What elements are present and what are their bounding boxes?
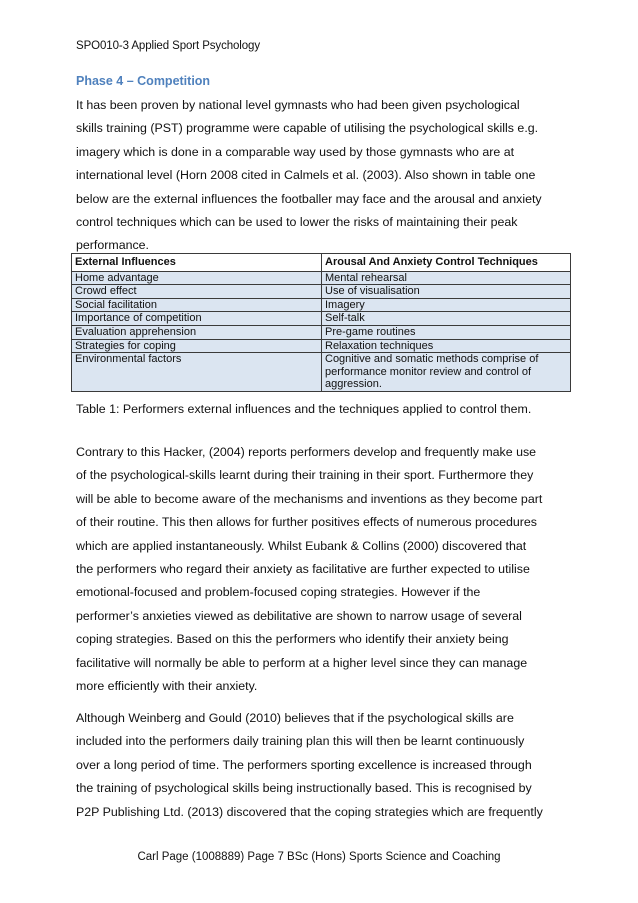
paragraph-line: will be able to become aware of the mechanisms and inventions as they become part [76,491,543,506]
table-cell: Relaxation techniques [322,339,571,353]
table-cell: Environmental factors [72,353,322,392]
table-cell: Use of visualisation [322,285,571,299]
table-cell: Cognitive and somatic methods comprise of performance monitor review and control of aggression. [322,353,571,392]
paragraph-line: below are the external influences the footballer may face and the arousal and anxiety [76,191,542,206]
paragraph-line: international level (Horn 2008 cited in Calmels et al. (2003). Also shown in table one [76,168,536,183]
table-cell: Social facilitation [72,298,322,312]
table-cell: Mental rehearsal [322,271,571,285]
paragraph-line: the performers who regard their anxiety as facilitative are further expected to utilise [76,562,530,577]
paragraph-line: facilitative will normally be able to perform at a higher level since they can manage [76,655,528,670]
paragraph-line: more efficiently with their anxiety. [76,679,258,694]
page-footer: Carl Page (1008889) Page 7 BSc (Hons) Sports Science and Coaching [137,851,501,863]
column-header-influences: External Influences [72,254,322,272]
table-row [72,325,571,339]
table-cell: Pre-game routines [322,325,571,339]
paragraph-line: emotional-focused and problem-focused coping strategies. However if the [76,585,481,600]
paragraph-line: It has been proven by national level gymnasts who had been given psychological [76,98,520,112]
section-title: Phase 4 – Competition [76,74,211,88]
paragraph-line: the training of psychological skills being instructionally based. This is recognised by [76,781,532,796]
paragraph-line: skills training (PST) programme were capable of utilising the psychological skills e.g. [76,121,539,136]
table-caption: Table 1: Performers external influences and the techniques applied to control them. [76,402,532,416]
influences-table [71,253,571,392]
table-cell: Self-talk [322,312,571,326]
table-cell: Imagery [322,298,571,312]
table-cell: Evaluation apprehension [72,325,322,339]
paragraph-line: over a long period of time. The performers sporting excellence is increased through [76,757,532,772]
table-cell: Importance of competition [72,312,322,326]
table-row [72,312,571,326]
paragraph-line: performance. [76,238,150,253]
table-row [72,271,571,285]
table-cell: Home advantage [72,271,322,285]
paragraph-line: control techniques which can be used to lower the risks of maintaining their peak [76,215,518,230]
paragraph-3 [76,707,576,824]
paragraph-1 [76,94,576,258]
paragraph-line: of their routine. This then allows for further positives effects of numerous procedures [76,515,537,530]
page-header: SPO010-3 Applied Sport Psychology [76,40,261,52]
table-row [72,298,571,312]
table-cell: Strategies for coping [72,339,322,353]
table-header-row [72,254,571,272]
paragraph-line: performer’s anxieties viewed as debilitative are shown to narrow usage of several [76,608,522,623]
paragraph-line: Contrary to this Hacker, (2004) reports performers develop and frequently make use [76,445,537,459]
column-header-techniques: Arousal And Anxiety Control Techniques [322,254,571,272]
table-row [72,339,571,353]
table-row [72,353,571,392]
paragraph-2 [76,441,576,698]
table-row [72,285,571,299]
table-cell: Crowd effect [72,285,322,299]
paragraph-line: imagery which is done in a comparable way used by those gymnasts who are at [76,144,515,159]
paragraph-line: P2P Publishing Ltd. (2013) discovered that the coping strategies which are frequently [76,804,543,819]
paragraph-line: coping strategies. Based on this the performers who identify their anxiety being [76,632,509,647]
paragraph-line: which are applied instantaneously. Whilst Eubank & Collins (2000) discovered that [76,538,527,553]
paragraph-line: of the psychological-skills learnt during their training in their sport. Furthermore they [76,468,534,483]
paragraph-line: Although Weinberg and Gould (2010) believes that if the psychological skills are [76,711,514,725]
paragraph-line: included into the performers daily training plan this will then be learnt continuously [76,734,525,749]
